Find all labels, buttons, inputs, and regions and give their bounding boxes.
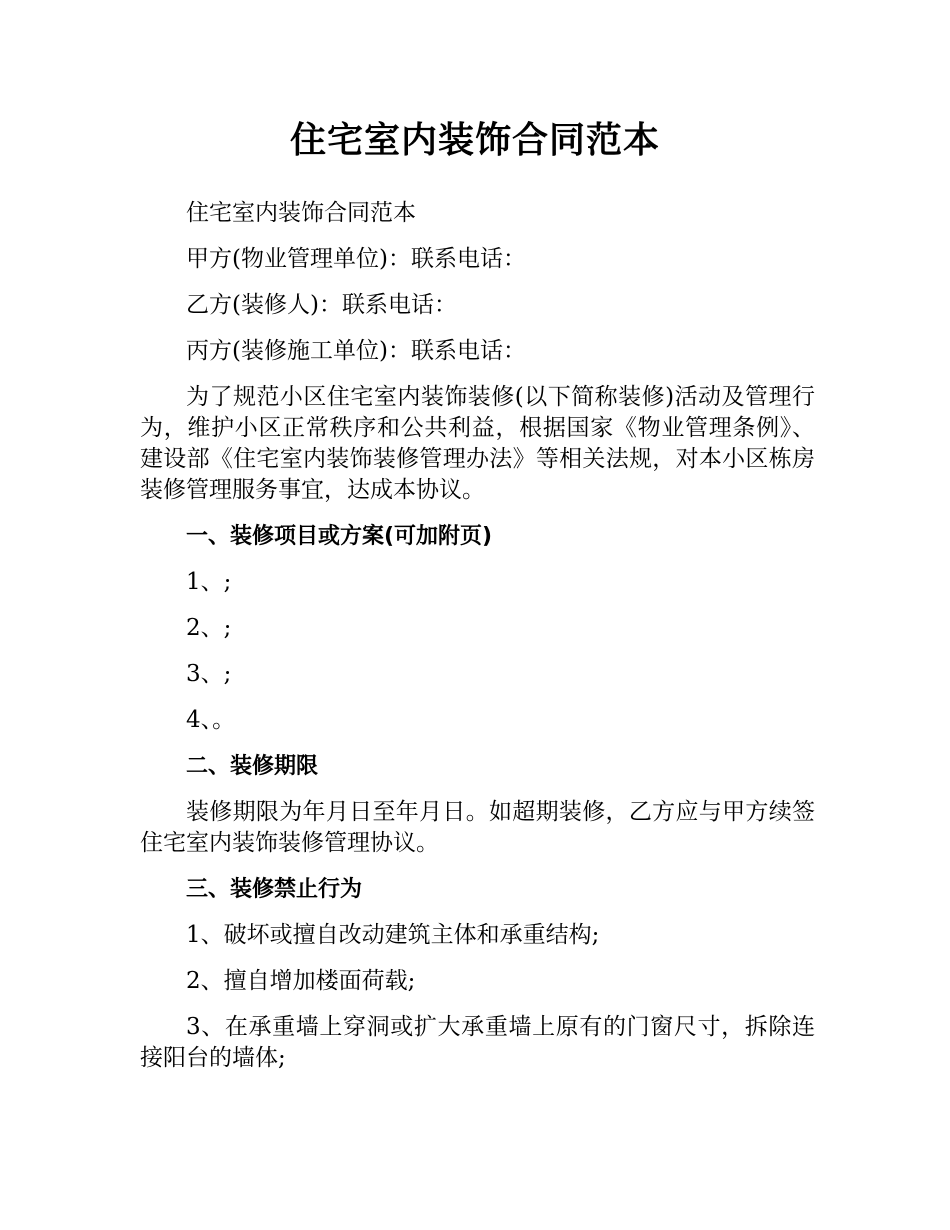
document-title: 住宅室内装饰合同范本: [289, 120, 660, 161]
list-item: 4、。: [186, 707, 236, 733]
list-item: 1、;: [186, 569, 232, 595]
list-item: 2、;: [186, 615, 232, 641]
party-c-line: 丙方(装修施工单位)：联系电话：: [186, 338, 526, 364]
section-heading-1: 一、装修项目或方案(可加附页): [186, 524, 493, 549]
section-heading-2: 二、装修期限: [186, 754, 319, 779]
list-item: 3、;: [186, 661, 232, 687]
list-item: 3、在承重墙上穿洞或扩大承重墙上原有的门窗尺寸，拆除连接阳台的墙体;: [140, 1014, 815, 1071]
list-item: 2、擅自增加楼面荷载;: [186, 968, 416, 994]
section-heading-3: 三、装修禁止行为: [186, 877, 363, 902]
paragraph-heading-repeat: 住宅室内装饰合同范本: [186, 200, 416, 226]
party-b-line: 乙方(装修人)：联系电话：: [186, 292, 457, 318]
party-a-line: 甲方(物业管理单位)：联系电话：: [186, 246, 526, 272]
document-body: [140, 198, 815, 1089]
list-item: 1、破坏或擅自改动建筑主体和承重结构;: [186, 922, 600, 948]
preamble-paragraph: 为了规范小区住宅室内装饰装修(以下简称装修)活动及管理行为，维护小区正常秩序和公共利益，根据国家《物业管理条例》、建设部《住宅室内装饰装修管理办法》等相关法规，对本小区栋房装修管理服务事宜，达成本协议。: [140, 384, 815, 503]
term-paragraph: 装修期限为年月日至年月日。如超期装修，乙方应与甲方续签住宅室内装饰装修管理协议。: [140, 799, 815, 856]
